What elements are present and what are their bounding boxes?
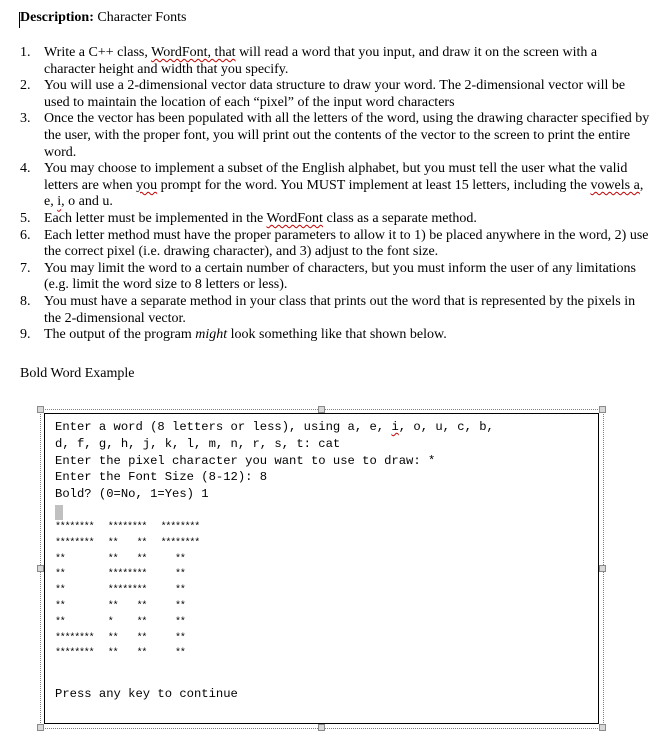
console-window — [44, 413, 599, 724]
requirement-item — [20, 294, 650, 327]
requirement-item — [20, 228, 650, 261]
requirement-number: 9. — [20, 327, 31, 343]
requirement-text: i — [57, 194, 62, 210]
requirement-number: 4. — [20, 161, 31, 177]
requirement-text: Each letter must be implemented in the — [44, 210, 267, 226]
requirement-text: class as a separate method. — [322, 210, 477, 226]
console-output — [55, 419, 494, 503]
requirement-number: 2. — [20, 78, 31, 94]
requirement-text: prompt for the word. You MUST implement at least 15 letters, including the — [157, 177, 591, 193]
requirement-text: You may limit the word to a certain number of characters, but you must inform the user of any limitations (e.g. limit the word size to 8 letters or less). — [44, 260, 636, 293]
requirement-text: WordFont, that — [151, 45, 236, 60]
requirement-item — [20, 45, 650, 78]
requirement-text: You may choose to implement a subset of the English alphabet, but you must tell the user what the valid letters are when — [44, 161, 628, 193]
requirement-item — [20, 211, 650, 228]
console-line-1a: Enter a word (8 letters or less), using a, e, — [55, 420, 392, 434]
requirement-text: look something like that shown below. — [227, 327, 447, 343]
requirement-item — [20, 78, 650, 111]
resize-handle-middle-left[interactable] — [37, 565, 44, 572]
requirement-number: 8. — [20, 293, 31, 309]
requirement-item — [20, 161, 650, 211]
ascii-art-row: ******** ******** ******** — [55, 522, 200, 533]
requirement-text: WordFont — [266, 210, 323, 226]
requirement-number: 3. — [20, 111, 31, 127]
requirement-number: 1. — [20, 45, 31, 60]
console-line-2: d, f, g, h, j, k, l, m, n, r, s, t: cat — [55, 436, 341, 451]
requirement-text: You must have a separate method in your class that prints out the word that is represented by the pixels in the 2-dimensional vector. — [44, 293, 636, 326]
requirement-text: will read a word that you input, and draw it on the screen with a character height and width that you specify. — [44, 45, 598, 77]
ascii-art-row: ** ** ** ** — [55, 553, 185, 565]
resize-handle-middle-right[interactable] — [599, 565, 606, 572]
resize-handle-bottom-center[interactable] — [318, 724, 325, 731]
resize-handle-top-right[interactable] — [599, 406, 606, 413]
resize-handle-bottom-left[interactable] — [37, 724, 44, 731]
bold-word-example-heading: Bold Word Example — [20, 366, 135, 381]
requirement-number: 7. — [20, 260, 31, 276]
ascii-art-row: ******** ** ** ** — [55, 648, 185, 660]
requirement-text: You will use a 2-dimensional vector data structure to draw your word. The 2-dimensional vector will be used to maintain the location of each “pixel” of the input word characters — [44, 78, 626, 110]
requirement-text: Write a C++ class, — [44, 45, 152, 60]
description-title: Character Fonts — [93, 10, 187, 25]
console-line-3: Enter the pixel character you want to use to draw: * — [55, 453, 436, 468]
requirement-item — [20, 261, 650, 294]
requirement-number: 6. — [20, 227, 31, 243]
requirement-text: , o and u. — [61, 194, 113, 210]
requirement-text: , e, — [44, 177, 644, 210]
console-cursor-block — [55, 505, 63, 520]
resize-handle-bottom-right[interactable] — [599, 724, 606, 731]
requirement-text: might — [195, 327, 228, 343]
requirement-text: you — [136, 177, 158, 193]
ascii-art-row: ** ** ** ** — [55, 600, 185, 612]
console-line-1i: i — [391, 420, 399, 434]
console-line-1b: , o, u, c, b, — [398, 420, 494, 434]
console-line-5: Bold? (0=No, 1=Yes) 1 — [55, 487, 209, 502]
requirement-text: Once the vector has been populated with all the letters of the word, using the drawing character specified by the user, with the proper font, you will print out the contents of the vector to the screen to print the entire word. — [44, 111, 650, 160]
requirement-text: Each letter method must have the proper parameters to allow it to 1) be placed anywhere in the word, 2) use the correct pixel (i.e. drawing character), and 3) adjust to the font size. — [44, 227, 649, 260]
requirement-item — [20, 327, 650, 344]
requirements-list — [20, 45, 650, 344]
description-label: Description: — [20, 10, 94, 25]
ascii-art-row: ******** ** ** ** — [55, 632, 185, 644]
ascii-art-row: ** * ** ** — [55, 616, 185, 628]
press-any-key-text: Press any key to continue — [55, 687, 238, 701]
resize-handle-top-center[interactable] — [318, 406, 325, 413]
ascii-word-art — [55, 520, 199, 662]
ascii-art-row: ** ******** ** — [55, 585, 185, 597]
requirement-text: The output of the program — [44, 327, 196, 343]
requirement-number: 5. — [20, 210, 31, 226]
description-heading — [20, 10, 186, 26]
resize-handle-top-left[interactable] — [37, 406, 44, 413]
ascii-art-row: ******** ** ** ******** — [55, 537, 200, 549]
requirement-text: vowels a — [590, 177, 640, 193]
ascii-art-row: ** ******** ** — [55, 569, 185, 581]
console-line-4: Enter the Font Size (8-12): 8 — [55, 470, 268, 485]
requirement-item — [20, 111, 650, 161]
